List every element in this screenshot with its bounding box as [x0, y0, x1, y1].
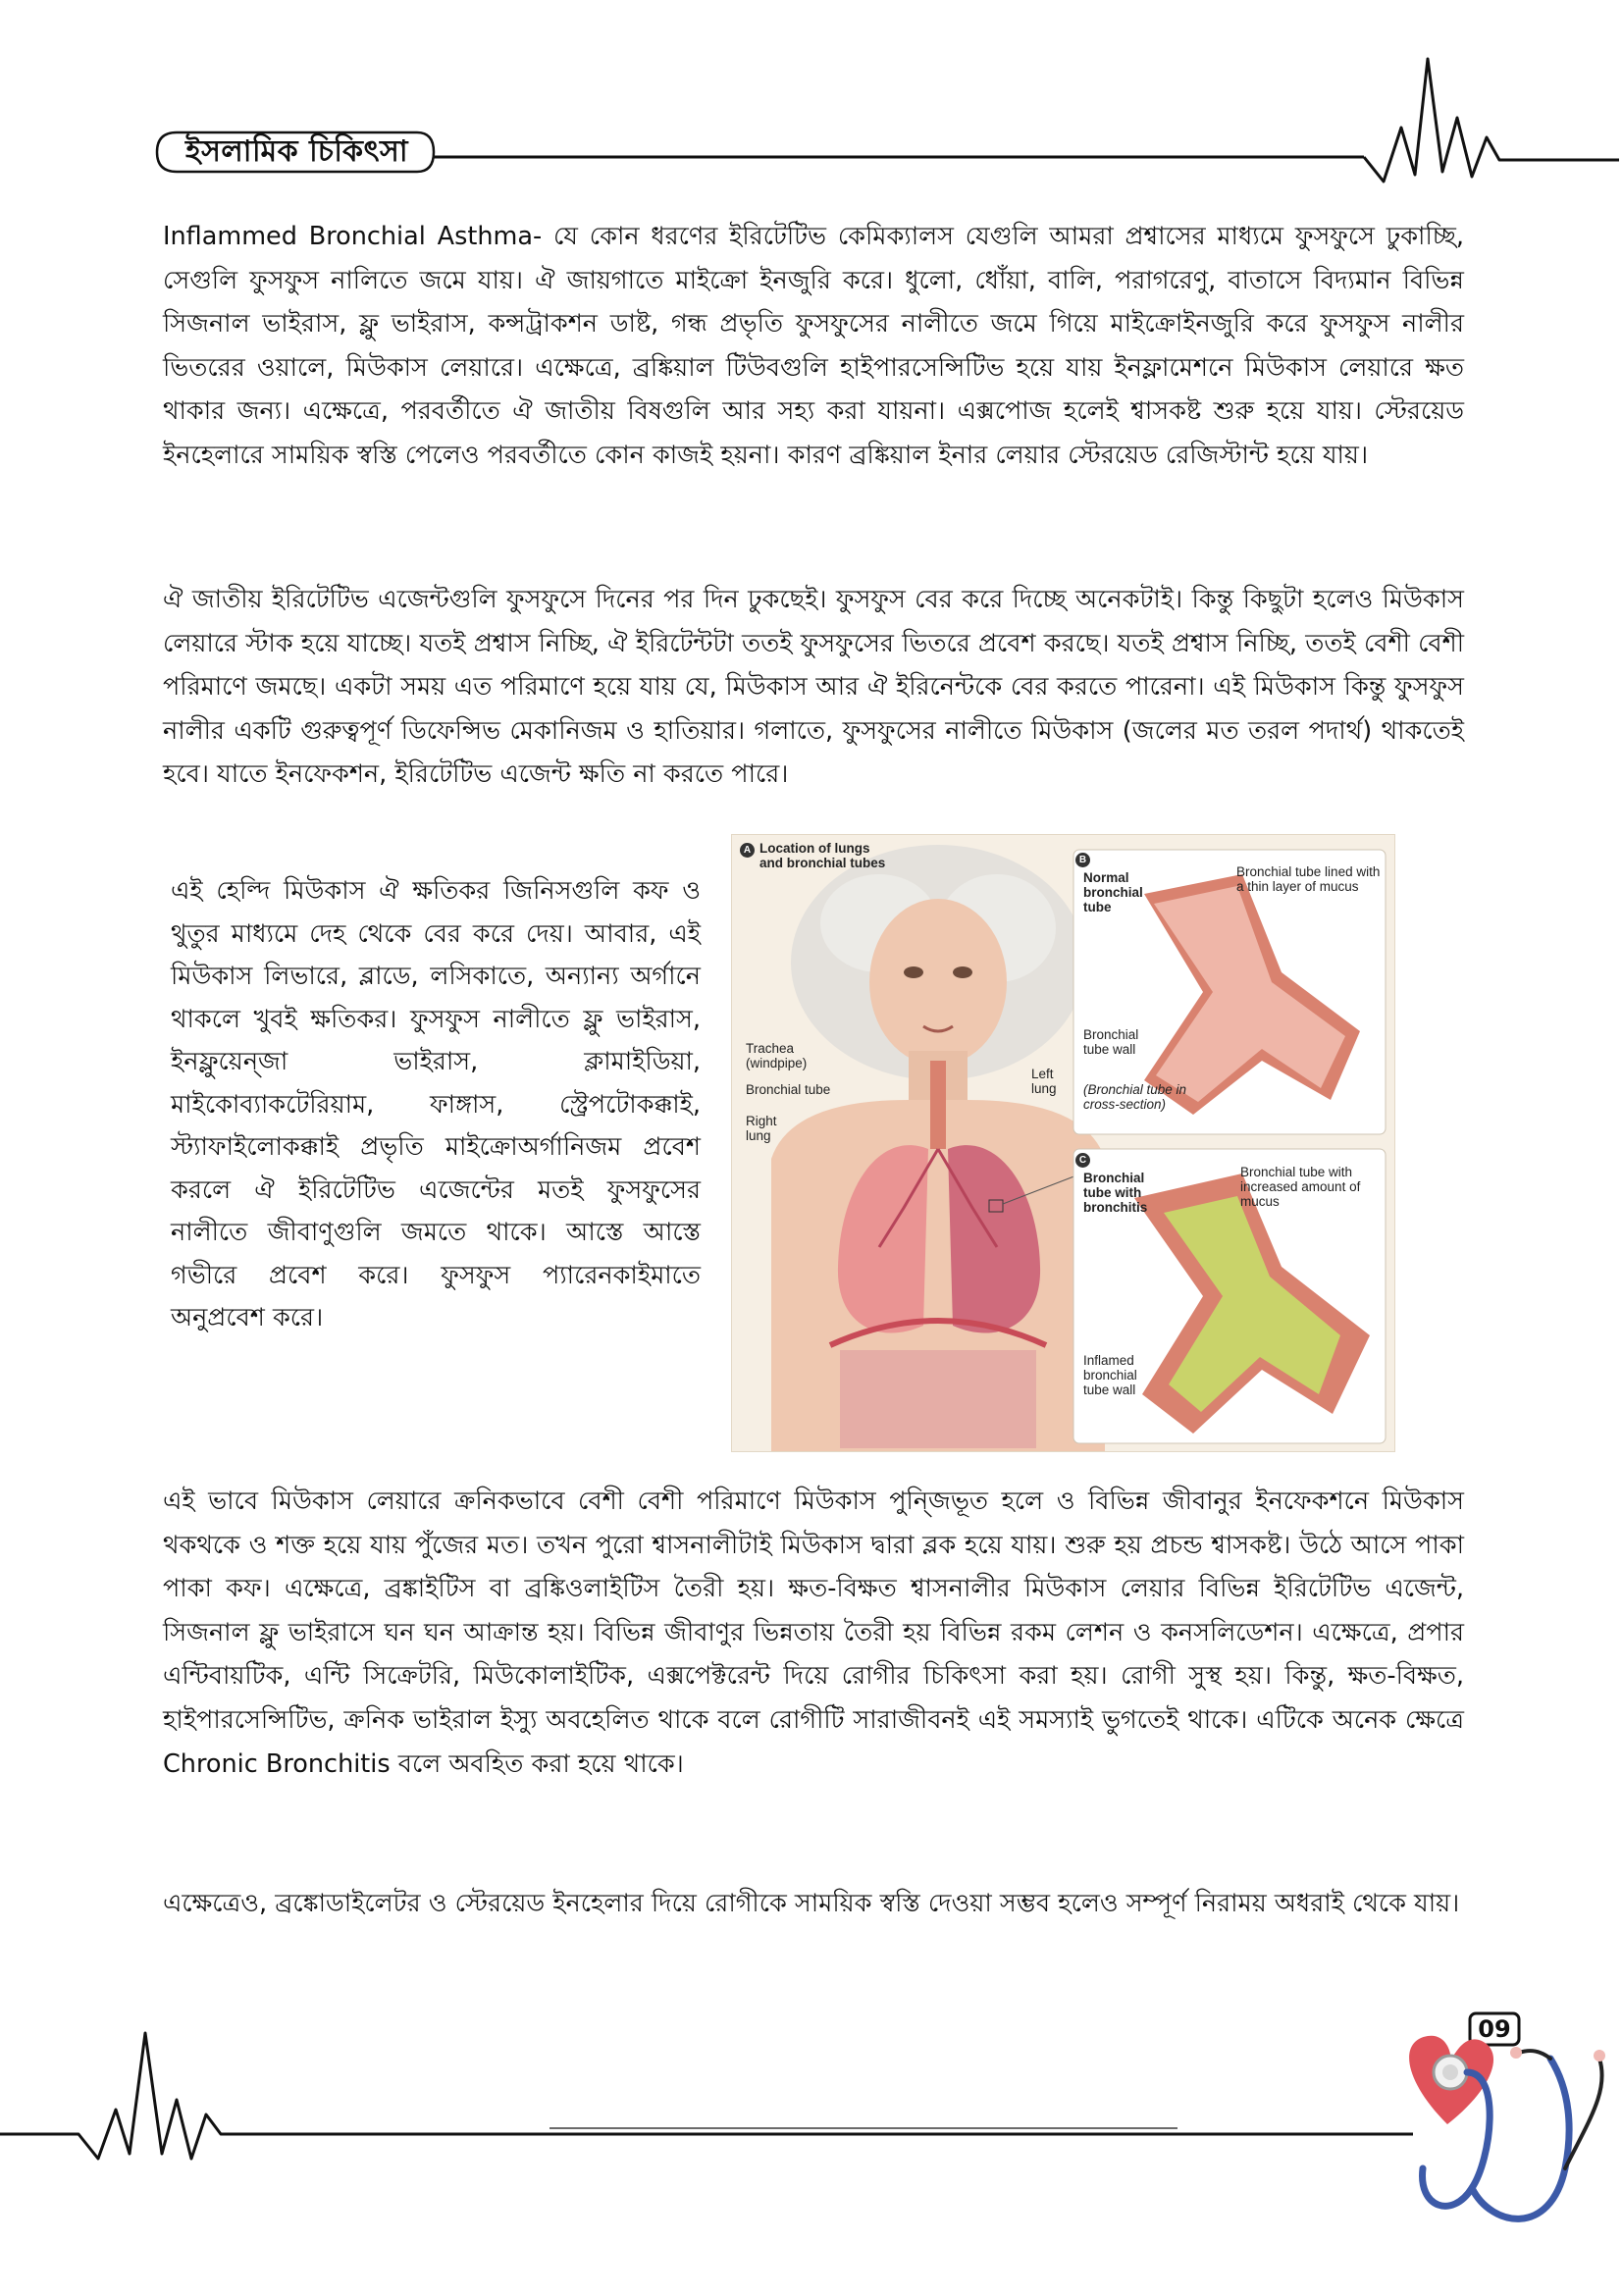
paragraph-chronic-bronchitis: এই ভাবে মিউকাস লেয়ারে ক্রনিকভাবে বেশী বেশী পরিমাণে মিউকাস পুন্জিভূত হলে ও বিভিন্ন জীবানুর ইনফেকশনে মিউকাস থকথকে ও শক্ত হয়ে যায় পুঁজের মত। তখন পুরো শ্বাসনালীটাই মিউকাস দ্বারা ব্লক হয়ে যায়। শুরু হয় প্রচন্ড শ্বাসকষ্ট। উঠে আসে পাকা পাকা কফ। এক্ষেত্রে, ব্রঙ্কাইটিস বা ব্রঙ্কিওলাইটিস তৈরী হয়। ক্ষত-বিক্ষত শ্বাসনালীর মিউকাস লেয়ার বিভিন্ন ইরিটেটিভ এজেন্ট, সিজনাল ফ্লু ভাইরাসে ঘন ঘন আক্রান্ত হয়। বিভিন্ন জীবাণুর ভিন্নতায় তৈরী হয় বিভিন্ন রকম লেশন ও কনসলিডেশন। এক্ষেত্রে, প্রপার এন্টিবায়টিক, এন্টি সিক্রেটরি, মিউকোলাইটিক, এক্সপেক্টরেন্ট দিয়ে রোগীর চিকিৎসা করা হয়। রোগী সুস্থ হয়। কিন্তু, ক্ষত-বিক্ষত, হাইপারসেন্সিটিভ, ক্রনিক ভাইরাল ইস্যু অবহেলিত থাকে বলে রোগীটি সারাজীবনই এই সমস্যাই ভুগতেই থাকে। এটিকে অনেক ক্ষেত্রে Chronic Bronchitis বলে অবহিত করা হয়ে থাকে। [163, 1487, 1464, 1779]
panel-a-badge: A [740, 843, 755, 858]
panel-b-callout: Bronchial tube lined with a thin layer of mucus [1236, 864, 1381, 894]
panel-c-wall: Inflamed bronchial tube wall [1083, 1353, 1137, 1397]
panel-b-wall: Bronchial tube wall [1083, 1027, 1139, 1057]
panel-c-callout: Bronchial tube with increased amount of mucus [1240, 1165, 1361, 1209]
panel-b-badge: B [1075, 853, 1090, 867]
label-left-lung: Left lung [1031, 1067, 1057, 1096]
paragraph-bronchodilator: এক্ষেত্রেও, ব্রঙ্কোডাইলেটর ও স্টেরয়েড ইনহেলার দিয়ে রোগীকে সাময়িক স্বস্তি দেওয়া সম্ভব হলেও সম্পূর্ণ নিরাময় অধরাই থেকে যায়। [163, 1889, 1460, 1918]
paragraph-healthy-mucus: এই হেল্দি মিউকাস ঐ ক্ষতিকর জিনিসগুলি কফ ও থুতুর মাধ্যমে দেহ থেকে বের করে দেয়। আবার, এই মিউকাস লিভারে, ব্লাডে, লসিকাতে, অন্যান্য অর্গানে থাকলে খুবই ক্ষতিকর। ফুসফুস নালীতে ফ্লু ভাইরাস, ইনফ্লুয়েন্জা ভাইরাস, ক্লামাইডিয়া, মাইকোব্যাকটেরিয়াম, ফাঙ্গাস, স্ট্রেপটোকক্কাই, স্ট্যাফাইলোকক্কাই প্রভৃতি মাইক্রোঅর্গানিজম প্রবেশ করলে ঐ ইরিটেটিভ এজেন্টের মতই ফুসফুসের নালীতে জীবাণুগুলি জমতে থাকে। আস্তে আস্তে গভীরে প্রবেশ করে। ফুসফুস প্যারেনকাইমাতে অনুপ্রবেশ করে। [171, 876, 701, 1332]
paragraph-irritative-agents: ঐ জাতীয় ইরিটেটিভ এজেন্টগুলি ফুসফুসে দিনের পর দিন ঢুকছেই। ফুসফুস বের করে দিচ্ছে অনেকটাই। কিন্তু কিছুটা হলেও মিউকাস লেয়ারে স্টাক হয়ে যাচ্ছে। যতই প্রশ্বাস নিচ্ছি, ঐ ইরিটেন্টটা ততই ফুসফুসের ভিতরে প্রবেশ করছে। যতই প্রশ্বাস নিচ্ছি, ততই বেশী বেশী পরিমাণে জমছে। একটা সময় এত পরিমাণে হয়ে যায় যে, মিউকাস আর ঐ ইরিনেন্টকে বের করতে পারেনা। এই মিউকাস কিন্তু ফুসফুস নালীর একটি গুরুত্বপূর্ণ ডিফেন্সিভ মেকানিজম ও হাতিয়ার। গলাতে, ফুসফুসের নালীতে মিউকাস (জলের মত তরল পদার্থ) থাকতেই হবে। যাতে ইনফেকশন, ইরিটেটিভ এজেন্ট ক্ষতি না করতে পারে। [163, 585, 1464, 790]
label-right-lung: Right lung [746, 1114, 777, 1143]
bronchitis-figure [731, 834, 1395, 1452]
panel-b-caption: (Bronchial tube in cross-section) [1083, 1082, 1187, 1112]
header-heartbeat-line [1364, 59, 1619, 182]
panel-a-title: Location of lungs and bronchial tubes [759, 841, 886, 870]
header-title: ইসলামিক চিকিৎসা [184, 133, 409, 169]
label-trachea: Trachea (windpipe) [746, 1041, 808, 1070]
panel-c-title: Bronchial tube with bronchitis [1083, 1171, 1148, 1215]
stethoscope-icon [1409, 2036, 1605, 2219]
panel-c-badge: C [1075, 1153, 1090, 1168]
panel-b-title: Normal bronchial tube [1083, 870, 1143, 914]
label-bronchial-tube: Bronchial tube [746, 1082, 831, 1097]
paragraph-inflammed-asthma: Inflammed Bronchial Asthma- যে কোন ধরণের ইরিটেটিভ কেমিক্যালস যেগুলি আমরা প্রশ্বাসের মাধ্যমে ফুসফুসে ঢুকাচ্ছি, সেগুলি ফুসফুস নালিতে জমে যায়। ঐ জায়গাতে মাইক্রো ইনজুরি করে। ধুলো, ধোঁয়া, বালি, পরাগরেণু, বাতাসে বিদ্যমান বিভিন্ন সিজনাল ভাইরাস, ফ্লু ভাইরাস, কন্সট্রাকশন ডাষ্ট, গন্ধ প্রভৃতি ফুসফুসের নালীতে জমে গিয়ে মাইক্রোইনজুরি করে ফুসফুস নালীর ভিতরের ওয়ালে, মিউকাস লেয়ারে। এক্ষেত্রে, ব্রঙ্কিয়াল টিউবগুলি হাইপারসেন্সিটিভ হয়ে যায় ইনফ্লামেশনে মিউকাস লেয়ারে ক্ষত থাকার জন্য। এক্ষেত্রে, পরবর্তীতে ঐ জাতীয় বিষগুলি আর সহ্য করা যায়না। এক্সপোজ হলেই শ্বাসকষ্ট শুরু হয়ে যায়। স্টেরয়েড ইনহেলারে সাময়িক স্বস্তি পেলেও পরবর্তীতে কোন কাজই হয়না। কারণ ব্রঙ্কিয়াল ইনার লেয়ার স্টেরয়েড রেজিস্টান্ট হয়ে যায়। [163, 222, 1464, 470]
page-number: 09 [1478, 2015, 1511, 2043]
figure-illustration [732, 835, 1394, 1451]
footer-heartbeat-line [0, 2033, 1413, 2159]
